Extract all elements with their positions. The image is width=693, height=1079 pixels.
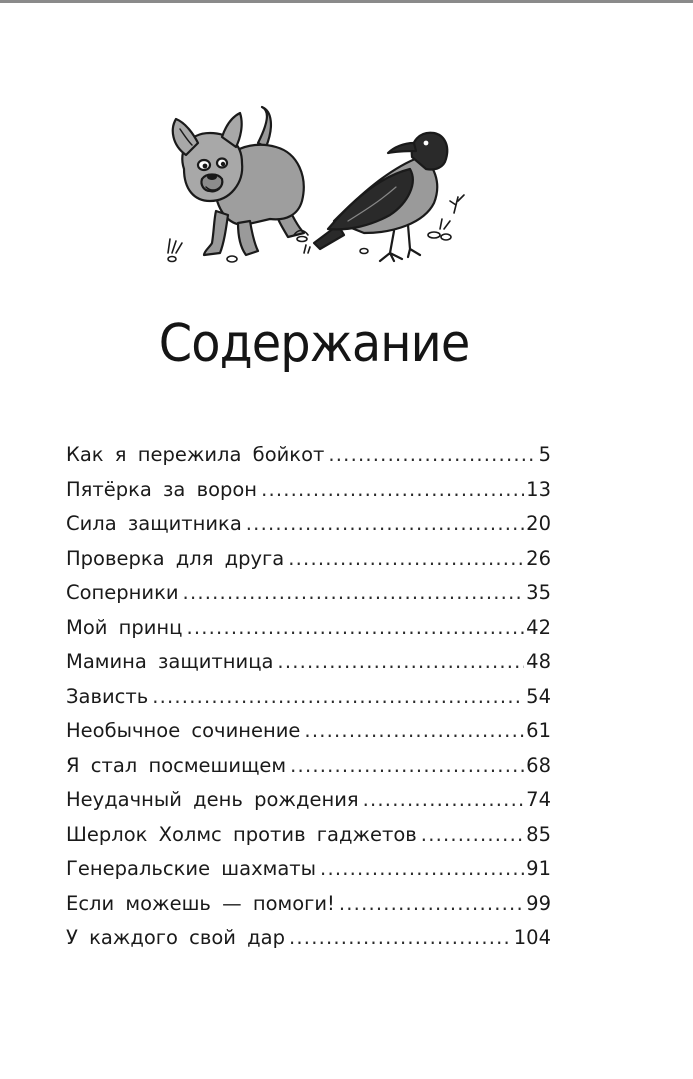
toc-entry-title: У каждого свой дар (66, 926, 285, 949)
toc-entry-page: 35 (526, 581, 551, 604)
toc-entry-title: Мамина защитница (66, 650, 274, 673)
toc-dot-leader (183, 576, 525, 611)
page-top-border (0, 0, 693, 3)
toc-entry-title: Мой принц (66, 615, 183, 639)
toc-entry-page: 20 (526, 512, 551, 535)
toc-dot-leader (246, 507, 524, 542)
toc-entry-page: 61 (526, 719, 551, 742)
crow-icon (314, 133, 447, 261)
toc-entry-page: 48 (526, 650, 551, 673)
toc-entry-page: 42 (526, 615, 551, 639)
toc-dot-leader (277, 645, 524, 680)
toc-entry-title: Я стал посмешищем (66, 753, 287, 777)
toc-entry-title: Неудачный день рождения (66, 788, 359, 811)
toc-entry (66, 921, 551, 956)
toc-entry (66, 852, 551, 887)
page-title: Содержание (158, 314, 470, 374)
toc-entry-title: Как я пережила бойкот (66, 443, 325, 466)
toc-dot-leader (186, 611, 524, 646)
french-bulldog-icon (173, 107, 304, 255)
toc-entry-title: Необычное сочинение (66, 719, 301, 742)
toc-entry (66, 645, 551, 680)
toc-entry (66, 542, 551, 577)
toc-entry-page: 13 (526, 477, 551, 501)
toc-entry (66, 507, 551, 542)
toc-entry (66, 611, 551, 646)
toc-entry (66, 749, 551, 784)
toc-entry (66, 438, 551, 473)
toc-dot-leader (304, 714, 524, 749)
toc-entry (66, 714, 551, 749)
toc-dot-leader (320, 852, 524, 887)
toc-dot-leader (152, 680, 524, 715)
toc-entry (66, 680, 551, 715)
toc-dot-leader (288, 542, 524, 577)
toc-entry (66, 887, 551, 922)
toc-entry-title: Проверка для друга (66, 546, 285, 570)
toc-entry (66, 473, 551, 508)
toc-dot-leader (363, 783, 525, 818)
toc-dot-leader (339, 887, 524, 922)
dog-and-crow-illustration (158, 103, 470, 273)
toc-entry (66, 783, 551, 818)
toc-entry-title: Зависть (66, 684, 149, 708)
toc-entry-title: Генеральские шахматы (66, 857, 317, 880)
toc-entry-title: Пятёрка за ворон (66, 477, 258, 501)
toc-entry-page: 68 (526, 753, 551, 777)
toc-entry-page: 104 (513, 926, 551, 949)
toc-entry (66, 818, 551, 853)
toc-entry-page: 74 (526, 788, 551, 811)
table-of-contents (66, 438, 551, 956)
toc-dot-leader (290, 749, 524, 784)
toc-entry-page: 5 (538, 443, 551, 466)
toc-entry-page: 99 (526, 891, 551, 915)
toc-entry-title: Шерлок Холмс против гаджетов (66, 822, 417, 846)
toc-dot-leader (289, 921, 512, 956)
toc-dot-leader (261, 473, 524, 508)
toc-entry-page: 54 (526, 684, 551, 708)
toc-entry-title: Соперники (66, 581, 179, 604)
toc-dot-leader (421, 818, 524, 853)
toc-entry-page: 91 (526, 857, 551, 880)
toc-entry-title: Сила защитника (66, 512, 242, 535)
toc-entry-page: 85 (526, 822, 551, 846)
toc-entry (66, 576, 551, 611)
toc-dot-leader (328, 438, 536, 473)
toc-entry-title: Если можешь — помоги! (66, 891, 335, 915)
toc-entry-page: 26 (526, 546, 551, 570)
